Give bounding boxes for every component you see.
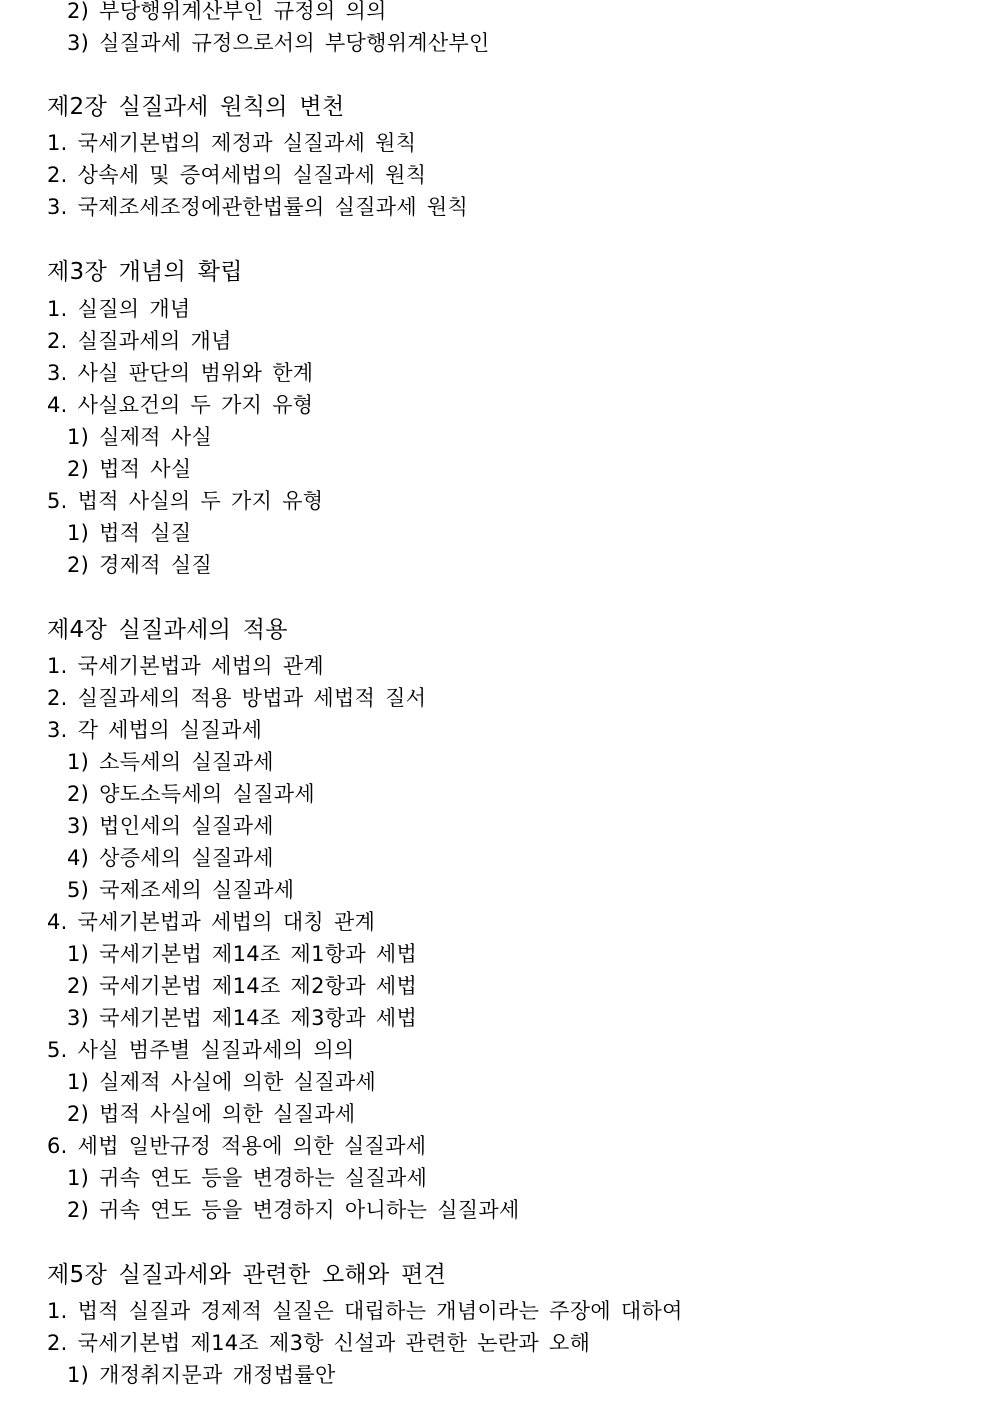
toc-line: 2. 상속세 및 증여세법의 실질과세 원칙 [47, 163, 427, 187]
toc-line: 2. 실질과세의 적용 방법과 세법적 질서 [47, 686, 427, 710]
chapter-heading: 제3장 개념의 확립 [47, 259, 243, 285]
toc-line: 2) 부당행위계산부인 규정의 의의 [67, 0, 387, 23]
toc-line: 3. 각 세법의 실질과세 [47, 718, 263, 742]
toc-line: 5. 법적 사실의 두 가지 유형 [47, 489, 324, 513]
toc-line: 6. 세법 일반규정 적용에 의한 실질과세 [47, 1134, 427, 1158]
toc-line: 3) 법인세의 실질과세 [67, 814, 274, 838]
toc-line: 3. 사실 판단의 범위와 한계 [47, 361, 314, 385]
toc-line: 2) 귀속 연도 등을 변경하지 아니하는 실질과세 [67, 1198, 520, 1222]
toc-line: 4. 국세기본법과 세법의 대칭 관계 [47, 910, 376, 934]
toc-line: 4. 사실요건의 두 가지 유형 [47, 393, 314, 417]
toc-line: 1. 국세기본법과 세법의 관계 [47, 654, 325, 678]
toc-line: 1) 실제적 사실에 의한 실질과세 [67, 1070, 377, 1094]
toc-line: 1. 실질의 개념 [47, 297, 191, 321]
toc-line: 3) 실질과세 규정으로서의 부당행위계산부인 [67, 31, 490, 55]
toc-line: 2) 법적 사실에 의한 실질과세 [67, 1102, 356, 1126]
toc-line: 1) 귀속 연도 등을 변경하는 실질과세 [67, 1166, 428, 1190]
toc-line: 1) 법적 실질 [67, 521, 192, 545]
toc-line: 1) 개정취지문과 개정법률안 [67, 1363, 336, 1387]
toc-line: 4) 상증세의 실질과세 [67, 846, 274, 870]
toc-line: 2) 양도소득세의 실질과세 [67, 782, 315, 806]
toc-line: 3) 국세기본법 제14조 제3항과 세법 [67, 1006, 418, 1030]
chapter-heading: 제2장 실질과세 원칙의 변천 [47, 94, 345, 120]
toc-line: 1) 실제적 사실 [67, 425, 213, 449]
toc-line: 5) 국제조세의 실질과세 [67, 878, 295, 902]
chapter-heading: 제5장 실질과세와 관련한 오해와 편견 [47, 1262, 447, 1288]
toc-line: 1) 국세기본법 제14조 제1항과 세법 [67, 942, 418, 966]
toc-line: 2. 국세기본법 제14조 제3항 신설과 관련한 논란과 오해 [47, 1331, 591, 1355]
toc-line: 2. 실질과세의 개념 [47, 329, 232, 353]
toc-line: 5. 사실 범주별 실질과세의 의의 [47, 1038, 355, 1062]
toc-line: 2) 경제적 실질 [67, 553, 213, 577]
toc-line: 1. 법적 실질과 경제적 실질은 대립하는 개념이라는 주장에 대하여 [47, 1299, 683, 1323]
chapter-heading: 제4장 실질과세의 적용 [47, 617, 288, 643]
toc-line: 2) 국세기본법 제14조 제2항과 세법 [67, 974, 418, 998]
toc-line: 1. 국세기본법의 제정과 실질과세 원칙 [47, 131, 417, 155]
toc-line: 2) 법적 사실 [67, 457, 192, 481]
toc-line: 3. 국제조세조정에관한법률의 실질과세 원칙 [47, 195, 469, 219]
toc-line: 1) 소득세의 실질과세 [67, 750, 274, 774]
